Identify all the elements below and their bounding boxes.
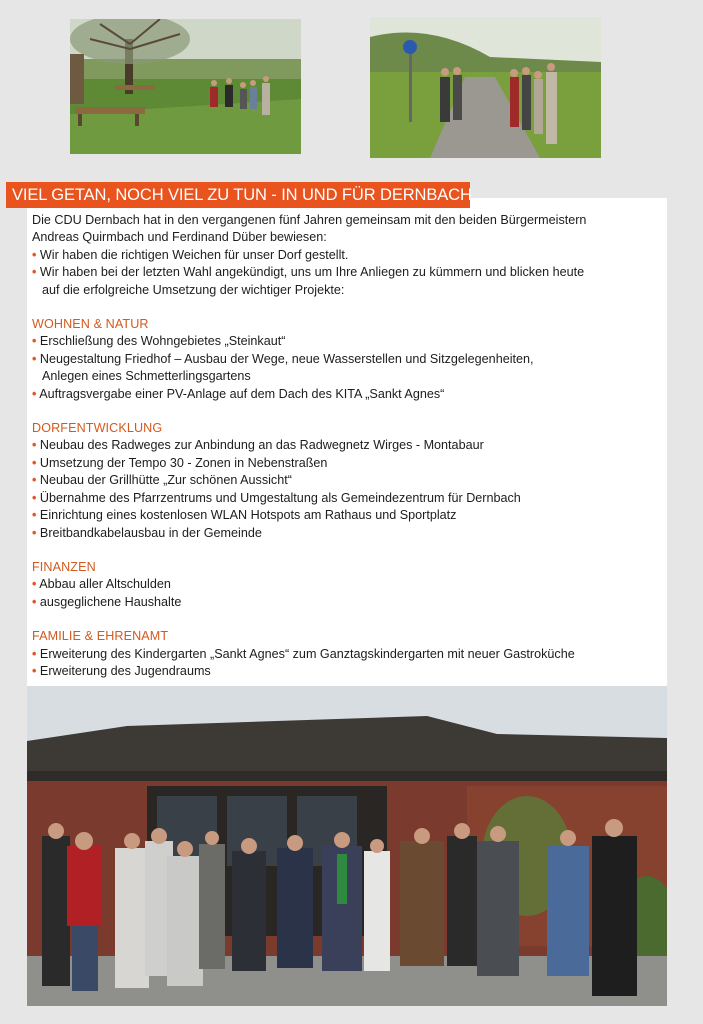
bullet-icon: • [32, 265, 37, 280]
list-item: • Neubau des Radweges zur Anbindung an das Radwegnetz Wirges - Montabaur [32, 438, 484, 453]
list-item: • Abbau aller Altschulden [32, 577, 171, 592]
bullet-icon: • [32, 663, 37, 678]
bullet-icon: • [32, 334, 37, 349]
intro-bullet: • Wir haben die richtigen Weichen für unser Dorf gestellt. [32, 247, 349, 262]
bullet-icon: • [32, 646, 37, 661]
photo-community-center-group [27, 686, 667, 1006]
bullet-icon: • [32, 490, 37, 505]
intro-line: Die CDU Dernbach hat in den vergangenen fünf Jahren gemeinsam mit den beiden Bürgermeistern [32, 213, 587, 227]
section-title-finanzen: FINANZEN [32, 559, 96, 574]
section-title-dorfentwicklung: DORFENTWICKLUNG [32, 421, 163, 436]
list-item: • Erschließung des Wohngebietes „Steinkaut“ [32, 334, 286, 349]
intro-line: Andreas Quirmbach und Ferdinand Düber bewiesen: [32, 230, 327, 245]
bullet-icon: • [32, 351, 37, 366]
list-item: • Neugestaltung Friedhof – Ausbau der Wege, neue Wasserstellen und Sitzgelegenheiten, [32, 351, 534, 366]
list-item: • Neubau der Grillhütte „Zur schönen Aussicht“ [32, 473, 292, 488]
section-title-wohnen: WOHNEN & NATUR [32, 317, 149, 332]
bullet-icon: • [32, 577, 37, 592]
list-item: • Übernahme des Pfarrzentrums und Umgestaltung als Gemeindezentrum für Dernbach [32, 490, 521, 505]
bullet-icon: • [32, 386, 37, 401]
bullet-icon: • [32, 508, 37, 523]
list-item: • Umsetzung der Tempo 30 - Zonen in Nebenstraßen [32, 455, 328, 470]
headline-banner: VIEL GETAN, NOCH VIEL ZU TUN - IN UND FÜR DERNBACH [6, 182, 470, 208]
bullet-icon: • [32, 455, 37, 470]
list-item: • Einrichtung eines kostenlosen WLAN Hotspots am Rathaus und Sportplatz [32, 508, 457, 523]
list-item: • ausgeglichene Haushalte [32, 594, 182, 609]
list-item-continuation: Anlegen eines Schmetterlingsgartens [42, 369, 251, 384]
list-item: • Auftragsvergabe einer PV-Anlage auf dem Dach des KITA „Sankt Agnes“ [32, 386, 445, 401]
list-item: • Erweiterung des Jugendraums [32, 663, 211, 678]
section-list-dorfentwicklung [32, 437, 657, 541]
section-list-familie [32, 646, 657, 681]
bullet-icon: • [32, 594, 37, 609]
section-list-wohnen [32, 333, 657, 403]
bullet-icon: • [32, 473, 37, 488]
article-body [32, 212, 657, 680]
bullet-icon: • [32, 438, 37, 453]
bullet-icon: • [32, 247, 37, 262]
photo-path-group [370, 17, 601, 158]
section-title-familie: FAMILIE & EHRENAMT [32, 629, 169, 644]
photo-park-group [70, 19, 301, 154]
section-list-finanzen [32, 576, 657, 611]
list-item: • Breitbandkabelausbau in der Gemeinde [32, 525, 262, 540]
list-item: • Erweiterung des Kindergarten „Sankt Agnes“ zum Ganztagskindergarten mit neuer Gastroküche [32, 646, 575, 661]
bullet-icon: • [32, 525, 37, 540]
intro-continuation: auf die erfolgreiche Umsetzung der wichtiger Projekte: [42, 282, 345, 297]
intro-bullet: • Wir haben bei der letzten Wahl angekündigt, uns um Ihre Anliegen zu kümmern und blicken heute [32, 265, 585, 280]
